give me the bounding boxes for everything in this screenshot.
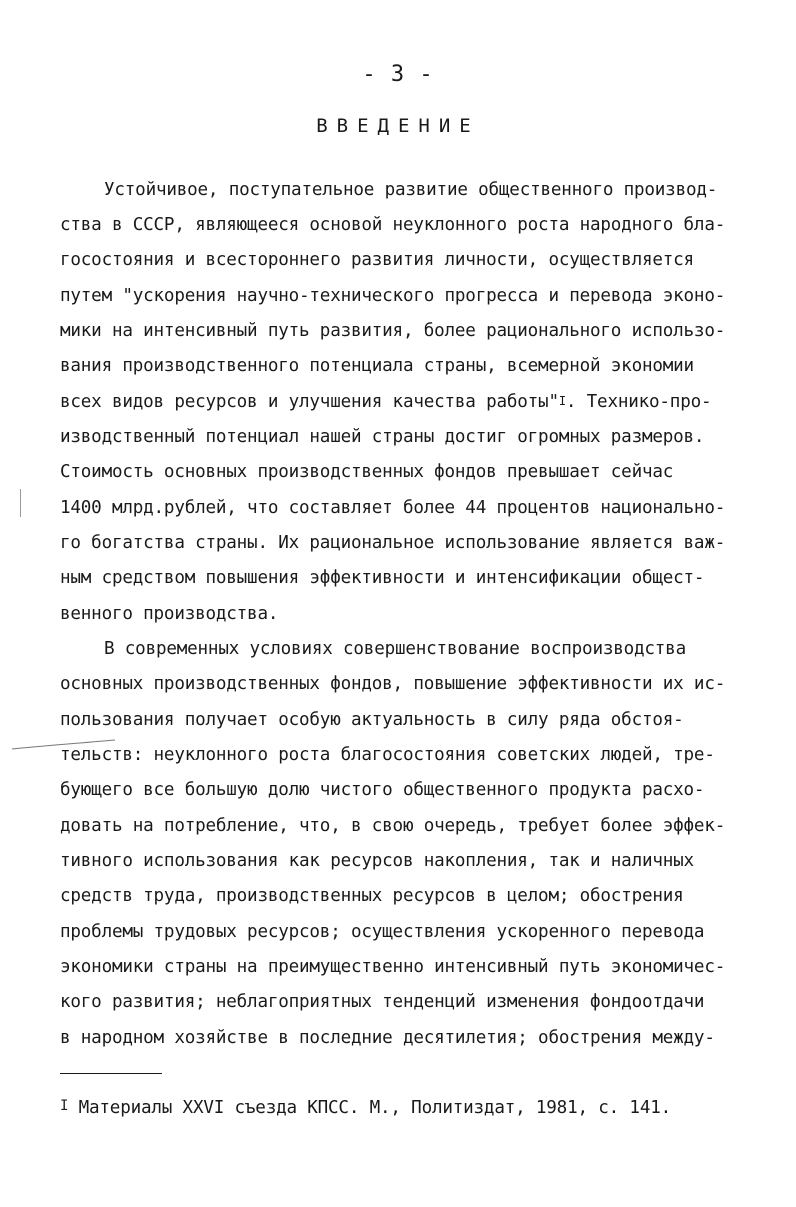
text-line: вания производственного потенциала страны, всемерной экономии <box>60 356 694 376</box>
page-title: ВВЕДЕНИЕ <box>316 115 480 137</box>
text-line: ства в СССР, являющееся основой неуклонного роста народного бла- <box>60 215 726 235</box>
text-line: довать на потребление, что, в свою очередь, требует более эффек- <box>60 816 726 836</box>
text-line: Устойчивое, поступательное развитие общественного производ- <box>104 180 718 200</box>
text-fragment: всех видов ресурсов и улучшения качества работы" <box>60 392 559 412</box>
text-line: изводственный потенциал нашей страны достиг огромных размеров. <box>60 427 705 447</box>
text-line-with-footnote <box>60 392 711 413</box>
text-line: проблемы трудовых ресурсов; осуществления ускоренного перевода <box>60 922 705 942</box>
footnote-reference: I <box>558 394 566 408</box>
text-line: пользования получает особую актуальность в силу ряда обстоя- <box>60 710 684 730</box>
text-line: бующего все большую долю чистого общественного продукта расхо- <box>60 780 705 800</box>
footnote-marker: I <box>60 1098 69 1114</box>
text-fragment: . Технико-про- <box>565 392 712 412</box>
text-line: Стоимость основных производственных фондов превышает сейчас <box>60 462 674 482</box>
text-line: ным средством повышения эффективности и интенсификации общест- <box>60 568 705 588</box>
footnote-text: Материалы XXVI съезда КПСС. М., Политиздат, 1981, с. 141. <box>68 1098 671 1118</box>
text-line: путем "ускорения научно-технического прогресса и перевода эконо- <box>60 286 726 306</box>
footnote <box>60 1097 671 1120</box>
text-line: в народном хозяйстве в последние десятилетия; обострения между- <box>60 1028 715 1048</box>
text-line: экономики страны на преимущественно интенсивный путь экономичес- <box>60 957 726 977</box>
text-line: венного производства. <box>60 604 279 624</box>
text-line: В современных условиях совершенствование воспроизводства <box>104 639 686 659</box>
text-line: 1400 млрд.рублей, что составляет более 44 процентов национально- <box>60 498 726 518</box>
text-line: кого развития; неблагоприятных тенденций изменения фондоотдачи <box>60 992 705 1012</box>
text-line: тельств: неуклонного роста благосостояния советских людей, тре- <box>60 745 715 765</box>
text-line: го богатства страны. Их рациональное использование является важ- <box>60 533 726 553</box>
margin-mark <box>20 489 21 517</box>
text-line: мики на интенсивный путь развития, более рационального использо- <box>60 321 726 341</box>
text-line: госостояния и всестороннего развития личности, осуществляется <box>60 250 694 270</box>
text-line: средств труда, производственных ресурсов в целом; обострения <box>60 886 684 906</box>
text-line: тивного использования как ресурсов накопления, так и наличных <box>60 851 694 871</box>
footnote-divider <box>60 1073 162 1074</box>
text-line: основных производственных фондов, повышение эффективности их ис- <box>60 674 726 694</box>
page-number: - 3 - <box>362 62 434 87</box>
